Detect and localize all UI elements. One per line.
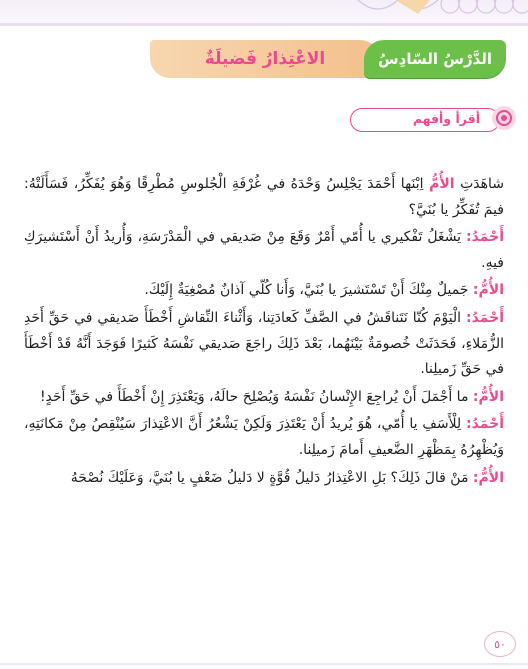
- speaker-mother: الأُمُّ:: [472, 388, 504, 405]
- speaker-mother: الأُمُّ: [429, 176, 455, 192]
- lesson-number: الدَّرْسُ السّادِسُ: [377, 50, 493, 68]
- speaker-mother: الأُمُّ:: [472, 282, 504, 299]
- lesson-title-banner: [150, 40, 380, 78]
- speaker-ahmad: أَحْمَدُ:: [466, 229, 504, 246]
- paragraph-intro: شاهَدَتِ الأُمُّ اِبْنَها أَحْمَدَ يَجْلِسُ وَحْدَهُ في غُرْفَةِ الْجُلوسِ مُطْرِقًا وَهُوَ يُفَكِّرُ، فَسَأَلَتْهُ: فيمَ تُفَكِّرُ يا بُنَيَّ؟: [24, 176, 505, 218]
- lesson-title: الاعْتِذارُ فَضيلَةٌ: [204, 49, 326, 69]
- read-understand-label: أقرأ وأفهم: [412, 111, 480, 126]
- lesson-number-pill: [364, 40, 506, 78]
- paragraph-dialogue: أَحْمَدُ: يَشْغَلُ تَفْكيري يا أُمّي أَمْرٌ وَقَعَ مِنْ صَديقي في الْمَدْرَسَةِ، وَأُريدُ أَنْ أَسْتَشيرَكِ فيهِ.: [24, 229, 504, 271]
- bottom-divider: [0, 663, 528, 665]
- flower-icon: [490, 104, 518, 132]
- paragraph-dialogue: أَحْمَدُ: الْيَوْمَ كُنّا نَتَناقَشُ في الصَّفِّ كَعادَتِنا، وَأَثْناءَ النِّقاشِ أَخْطَأَ صَديقي في حَقِّ أَحَدِ الزُّمَلاءِ، فَحَدَثَتْ خُصومَةٌ بَيْنَهُما، بَعْدَ ذَلِكَ راجَعَ صَديقي نَفْسَهُ كَثيرًا فَوَجَدَ أَنَّهُ قَدْ أَخْطَأَ في حَقِّ زَميلِنا.: [24, 309, 504, 378]
- page-number: ٥٠: [484, 631, 516, 657]
- speaker-ahmad: أَحْمَدُ:: [466, 416, 504, 433]
- speaker-mother: الأُمُّ:: [472, 469, 504, 486]
- lesson-text: [24, 172, 504, 493]
- paragraph-dialogue: أَحْمَدُ: لِلْأَسَفِ يا أُمّي، هُوَ يُريدُ أَنْ يَعْتَذِرَ وَلَكِنْ يَشْعُرُ أَنَّ الاعْتِذارَ سَيُنْقِصُ مِنْ مَكانَتِهِ، وَيُظْهِرُهُ بِمَظْهَرِ الضَّعيفِ أَمامَ زَميلِنا.: [24, 416, 504, 458]
- paragraph-dialogue: الأُمُّ: مَنْ قالَ ذَلِكَ؟ بَلِ الاعْتِذارُ دَليلُ قُوَّةٍ لا دَليلُ ضَعْفٍ يا بُنَيَّ، وَعَلَيْكَ نُصْحَهُ: [70, 469, 504, 486]
- paragraph-dialogue: الأُمُّ: جَميلٌ مِنْكَ أَنْ تَسْتَشيرَ يا بُنَيَّ، وَأَنا كُلّي آذانٌ مُصْغِيَةٌ إِلَيْكَ.: [144, 282, 504, 299]
- top-decoration: [0, 0, 528, 26]
- speaker-ahmad: أَحْمَدُ:: [466, 309, 504, 326]
- paragraph-dialogue: الأُمُّ: ما أَجْمَلَ أَنْ يُراجِعَ الإِنْسانُ نَفْسَهُ وَيُصْلِحَ حالَهُ، وَيَعْتَذِرَ إِنْ أَخْطَأَ في حَقِّ أَحَدٍ!: [39, 388, 504, 405]
- top-edge-line: [0, 23, 528, 26]
